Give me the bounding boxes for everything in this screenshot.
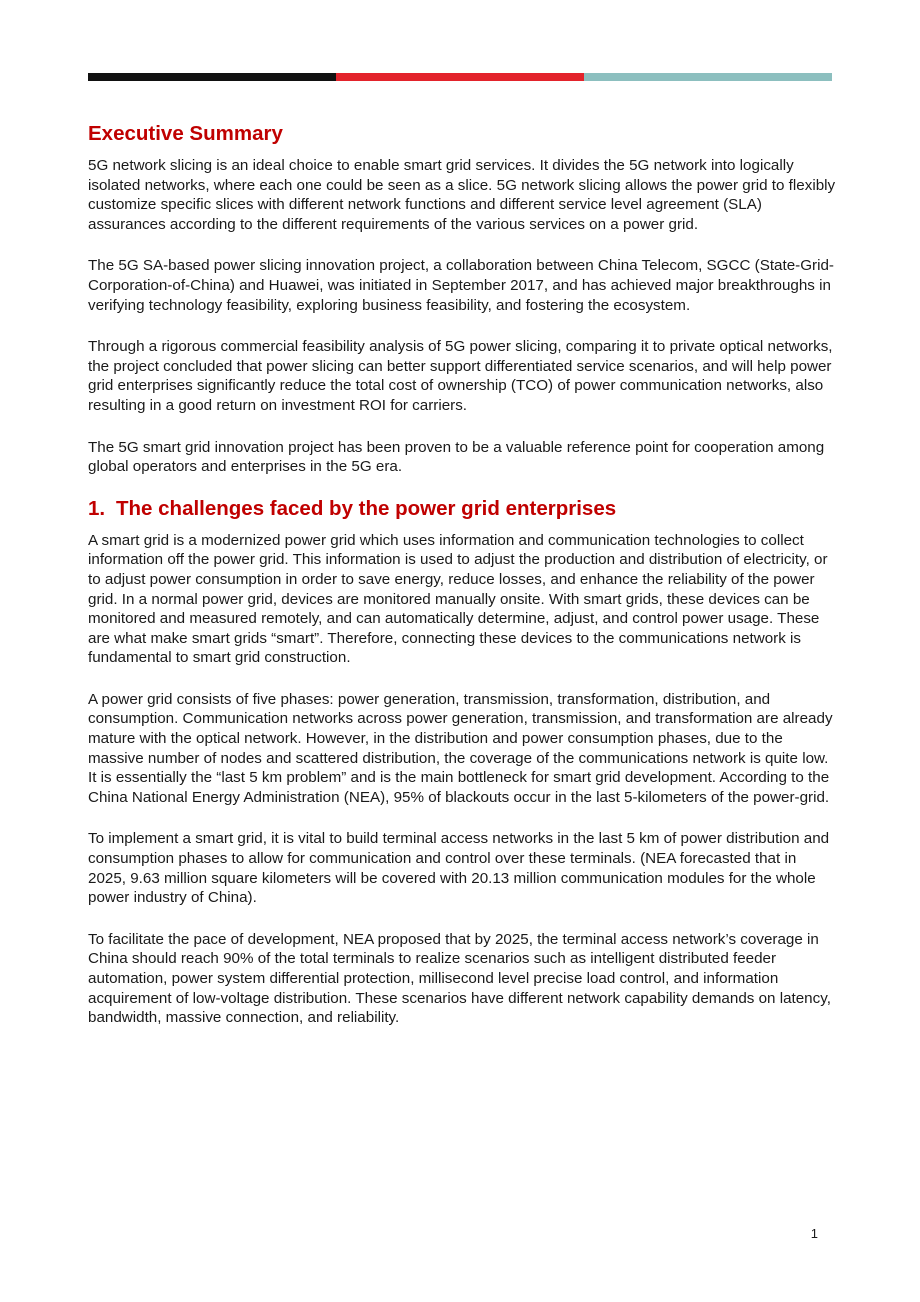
paragraph: The 5G SA-based power slicing innovation project, a collaboration between China Telecom, SGCC (State-Grid-Corporation-of-China) and Huawei, was initiated in September 2017, and has achieved major breakthroughs in verifying technology feasibility, exploring business feasibility, and fostering the ecosystem. — [88, 257, 834, 314]
header-bar-black-segment — [88, 73, 336, 81]
section-1-heading — [88, 495, 836, 523]
executive-summary-heading — [88, 120, 836, 148]
paragraph: The 5G smart grid innovation project has been proven to be a valuable reference point for cooperation among global operators and enterprises in the 5G era. — [88, 438, 825, 476]
header-bar-red-segment — [336, 73, 584, 81]
page-content — [88, 120, 836, 1050]
section-number: 1. — [88, 496, 106, 520]
executive-summary-title: Executive Summary — [88, 122, 283, 145]
paragraph: To implement a smart grid, it is vital to build terminal access networks in the last 5 km of power distribution and consumption phases to allow for communication and control over these terminals. (NEA forecasted that in 2025, 9.63 million square kilometers will be covered with 20.13 million communication modules for the whole power industry of China). — [88, 830, 830, 907]
section-title: The challenges faced by the power grid enterprises — [116, 496, 617, 520]
paragraph: A power grid consists of five phases: power generation, transmission, transformation, distribution, and consumption. Communication networks across power generation, transmission, and transformation are already mature with the optical network. However, in the distribution and power consumption phases, due to the massive number of nodes and scattered distribution, the coverage of the communications network is quite low. It is essentially the “last 5 km problem” and is the main bottleneck for smart grid development. According to the China National Energy Administration (NEA), 95% of blackouts occur in the last 5-kilometers of the power-grid. — [88, 690, 833, 806]
paragraph: To facilitate the pace of development, NEA proposed that by 2025, the terminal access network’s coverage in China should reach 90% of the total terminals to realize scenarios such as intelligent distributed feeder automation, power system differential protection, millisecond level precise load control, and information acquirement of low-voltage distribution. These scenarios have different network capability demands on latency, bandwidth, massive connection, and reliability. — [88, 930, 831, 1027]
paragraph: A smart grid is a modernized power grid which uses information and communication technologies to collect information off the power grid. This information is used to adjust the production and distribution of electricity, or to adjust power consumption in order to save energy, reduce losses, and enhance the reliability of the power grid. In a normal power grid, devices are monitored manually onsite. With smart grids, these devices can be monitored and measured remotely, and can automatically determine, adjust, and control power usage. These are what make smart grids “smart”. Therefore, connecting these devices to the communications network is fundamental to smart grid construction. — [88, 531, 828, 667]
paragraph: Through a rigorous commercial feasibility analysis of 5G power slicing, comparing it to private optical networks, the project concluded that power slicing can better support differentiated service scenarios, and will help power grid enterprises significantly reduce the total cost of ownership (TCO) of power communication networks, also resulting in a good return on investment ROI for carriers. — [88, 338, 833, 414]
header-bar-teal-segment — [584, 73, 832, 81]
page-number: 1 — [810, 1226, 818, 1241]
paragraph: 5G network slicing is an ideal choice to enable smart grid services. It divides the 5G network into logically isolated networks, where each one could be seen as a slice. 5G network slicing allows the power grid to flexibly customize specific slices with different network functions and different service level agreement (SLA) assurances according to the different requirements of the various services on a power grid. — [88, 157, 836, 233]
header-color-bar — [88, 73, 832, 81]
